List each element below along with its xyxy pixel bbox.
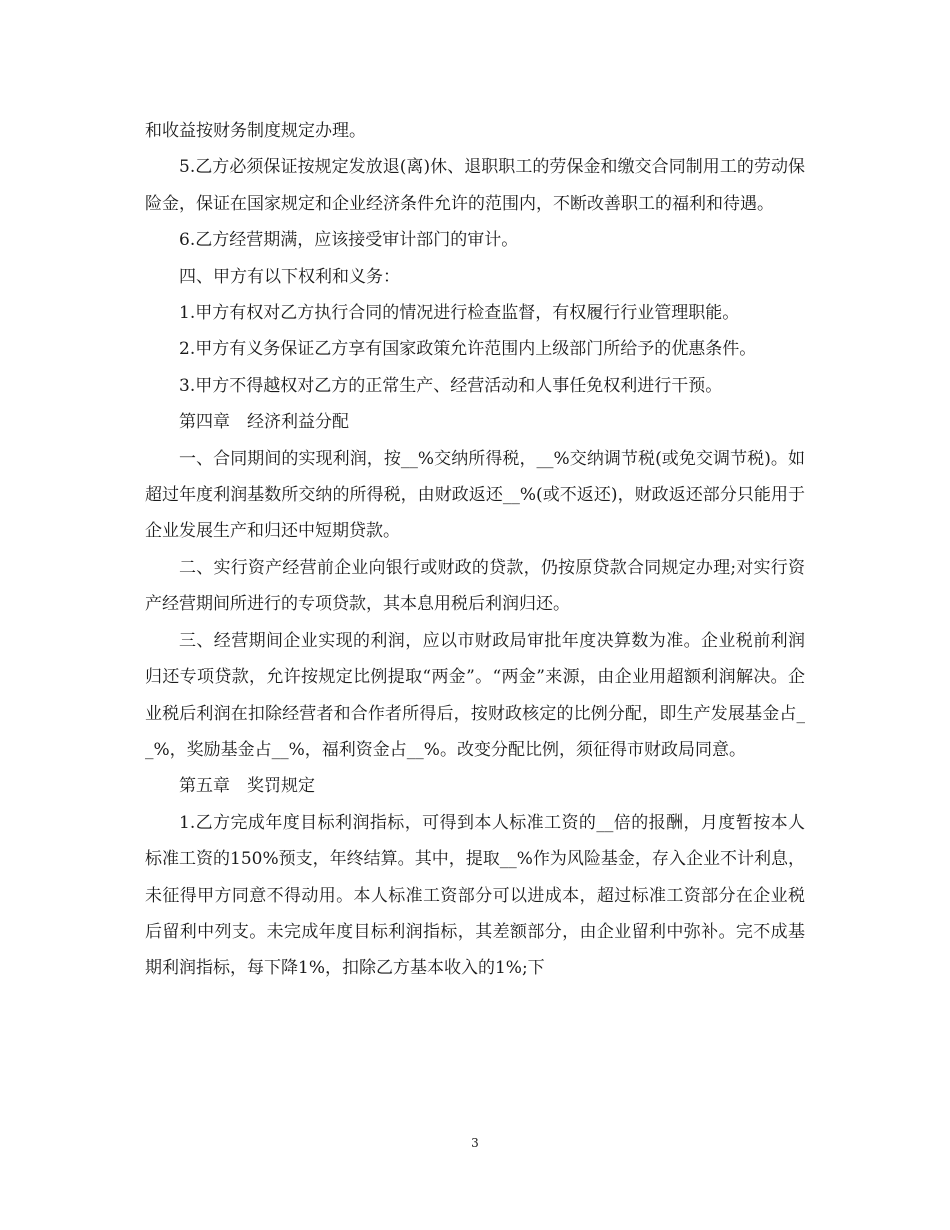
paragraph-6: 3.甲方不得越权对乙方的正常生产、经营活动和人事任免权利进行干预。 xyxy=(179,375,723,396)
paragraph-10: 三、经营期间企业实现的利润，应以市财政局审批年度决算数为准。企业税前利润归还专项贷款，允许按规定比例提取“两金”。“两金”来源，由企业用超额利润解决。企业税后利润在扣除经营者和合作者所得后，按财政核定的比例分配，即生产发展基金占__%，奖励基金占__%，福利资金占__%。改变分配比例，须征得市财政局同意。 xyxy=(145,630,805,760)
paragraph-9: 二、实行资产经营前企业向银行或财政的贷款，仍按原贷款合同规定办理;对实行资产经营期间所进行的专项贷款，其本息用税后利润归还。 xyxy=(145,557,805,615)
paragraph-0: 和收益按财务制度规定办理。 xyxy=(145,121,366,141)
chapter-heading-4: 第四章 经济利益分配 xyxy=(179,412,349,433)
paragraph-4: 1.甲方有权对乙方执行合同的情况进行检查监督，有权履行行业管理职能。 xyxy=(179,303,740,324)
chapter-heading-5: 第五章 奖罚规定 xyxy=(179,776,315,797)
section-heading-4: 四、甲方有以下权利和义务： xyxy=(179,266,400,287)
page-number: 3 xyxy=(471,1136,479,1150)
paragraph-1: 5.乙方必须保证按规定发放退(离)休、退职职工的劳保金和缴交合同制用工的劳动保险金，保证在国家规定和企业经济条件允许的范围内，不断改善职工的福利和待遇。 xyxy=(145,157,805,214)
paragraph-5: 2.甲方有义务保证乙方享有国家政策允许范围内上级部门所给予的优惠条件。 xyxy=(179,339,757,360)
paragraph-2: 6.乙方经营期满，应该接受审计部门的审计。 xyxy=(179,230,519,251)
document-body xyxy=(145,113,805,987)
paragraph-12: 1.乙方完成年度目标利润指标，可得到本人标准工资的__倍的报酬，月度暂按本人标准工资的150%预支，年终结算。其中，提取__%作为风险基金，存入企业不计利息，未征得甲方同意不得动用。本人标准工资部分可以进成本，超过标准工资部分在企业税后留利中列支。未完成年度目标利润指标，其差额部分，由企业留利中弥补。完不成基期利润指标，每下降1%，扣除乙方基本收入的1%;下 xyxy=(145,812,805,979)
paragraph-8: 一、合同期间的实现利润，按__%交纳所得税，__%交纳调节税(或免交调节税)。如超过年度利润基数所交纳的所得税，由财政返还__%(或不返还)，财政返还部分只能用于企业发展生产和归还中短期贷款。 xyxy=(145,448,805,542)
